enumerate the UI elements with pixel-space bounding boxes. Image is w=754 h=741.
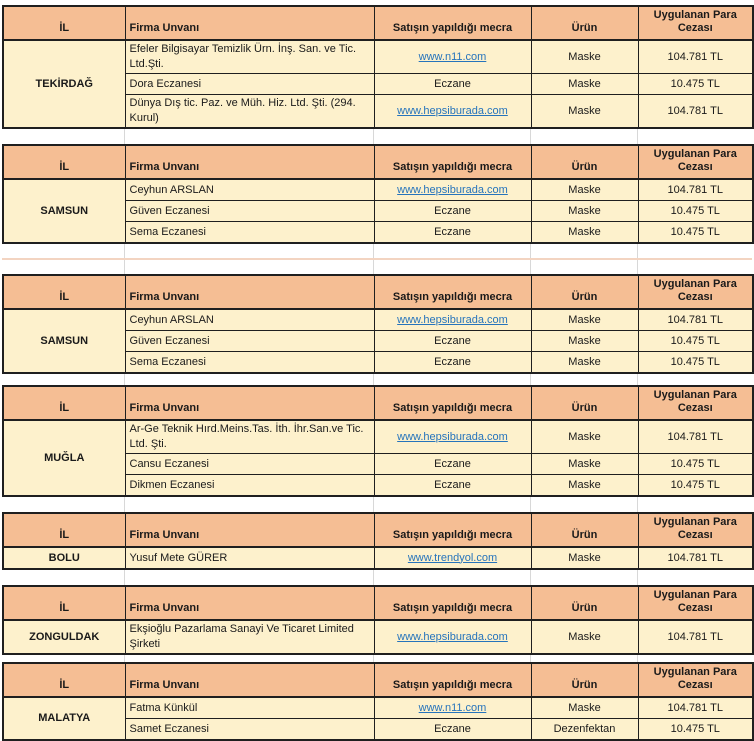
company-name-cell: Ekşioğlu Pazarlama Sanayi Ve Ticaret Limited Şirketi [125, 620, 374, 654]
sales-channel-cell: Eczane [374, 475, 531, 497]
column-header-mecra: Satışın yapıldığı mecra [374, 513, 531, 547]
province-cell: TEKİRDAĞ [3, 40, 125, 128]
company-name-cell: Güven Eczanesi [125, 331, 374, 352]
sales-channel-cell: Eczane [374, 74, 531, 95]
province-cell: SAMSUN [3, 179, 125, 243]
table-row [3, 547, 753, 569]
province-fines-table-7 [2, 662, 754, 741]
gridline [637, 374, 638, 385]
province-fines-table-6 [2, 585, 754, 655]
column-header-il: İL [3, 513, 125, 547]
column-header-mecra: Satışın yapıldığı mecra [374, 145, 531, 179]
gridline [124, 374, 125, 385]
column-header-il: İL [3, 6, 125, 40]
province-cell: MUĞLA [3, 420, 125, 496]
company-name-cell: Dikmen Eczanesi [125, 475, 374, 497]
sales-channel-link[interactable]: www.hepsiburada.com [397, 183, 508, 196]
header-row [3, 275, 753, 309]
gridline [637, 570, 638, 585]
table-row [3, 179, 753, 201]
sales-channel-cell [374, 420, 531, 454]
company-name-cell: Ar-Ge Teknik Hırd.Meins.Tas. İth. İhr.San.ve Tic. Ltd. Şti. [125, 420, 374, 454]
province-fines-table-2 [2, 144, 754, 244]
sales-channel-cell [374, 620, 531, 654]
product-cell: Maske [531, 40, 638, 74]
sales-channel-link[interactable]: www.hepsiburada.com [397, 104, 508, 117]
table-row [3, 309, 753, 331]
table-gap [2, 244, 752, 274]
table-row [3, 420, 753, 454]
sales-channel-cell [374, 697, 531, 719]
column-header-urun: Ürün [531, 275, 638, 309]
gridline [530, 570, 531, 585]
product-cell: Maske [531, 620, 638, 654]
fine-amount-cell: 104.781 TL [638, 547, 753, 569]
column-header-firma: Firma Unvanı [125, 513, 374, 547]
column-header-il: İL [3, 145, 125, 179]
fine-amount-cell: 104.781 TL [638, 420, 753, 454]
column-header-firma: Firma Unvanı [125, 145, 374, 179]
table-gap [2, 374, 752, 385]
product-cell: Maske [531, 475, 638, 497]
column-header-urun: Ürün [531, 663, 638, 697]
company-name-cell: Dora Eczanesi [125, 74, 374, 95]
sales-channel-cell: Eczane [374, 331, 531, 352]
column-header-firma: Firma Unvanı [125, 6, 374, 40]
gridline [124, 129, 125, 144]
fine-amount-cell: 10.475 TL [638, 331, 753, 352]
table-gap [2, 570, 752, 585]
sales-channel-cell: Eczane [374, 352, 531, 374]
company-name-cell: Fatma Künkül [125, 697, 374, 719]
column-header-mecra: Satışın yapıldığı mecra [374, 275, 531, 309]
gridline [637, 497, 638, 512]
sales-channel-link[interactable]: www.hepsiburada.com [397, 630, 508, 643]
header-row [3, 386, 753, 420]
product-cell: Maske [531, 420, 638, 454]
column-header-il: İL [3, 586, 125, 620]
province-cell: BOLU [3, 547, 125, 569]
sales-channel-cell [374, 179, 531, 201]
gridline [530, 129, 531, 144]
table-gap [2, 655, 752, 662]
fine-amount-cell: 104.781 TL [638, 309, 753, 331]
column-header-urun: Ürün [531, 145, 638, 179]
product-cell: Maske [531, 201, 638, 222]
header-row [3, 663, 753, 697]
header-row [3, 145, 753, 179]
company-name-cell: Ceyhun ARSLAN [125, 179, 374, 201]
gridline [530, 497, 531, 512]
header-row [3, 513, 753, 547]
province-cell: ZONGULDAK [3, 620, 125, 654]
province-fines-table-3 [2, 274, 754, 374]
column-header-urun: Ürün [531, 6, 638, 40]
column-header-urun: Ürün [531, 386, 638, 420]
column-header-firma: Firma Unvanı [125, 386, 374, 420]
sales-channel-link[interactable]: www.hepsiburada.com [397, 430, 508, 443]
column-header-ceza: Uygulanan Para Cezası [638, 145, 753, 179]
fine-amount-cell: 104.781 TL [638, 95, 753, 129]
column-header-mecra: Satışın yapıldığı mecra [374, 6, 531, 40]
gridline [373, 129, 374, 144]
product-cell: Maske [531, 331, 638, 352]
column-header-firma: Firma Unvanı [125, 663, 374, 697]
company-name-cell: Cansu Eczanesi [125, 454, 374, 475]
gridline [124, 570, 125, 585]
sales-channel-cell: Eczane [374, 719, 531, 741]
province-fines-table-5 [2, 512, 754, 570]
province-fines-table-4 [2, 385, 754, 497]
gridline [530, 374, 531, 385]
fine-amount-cell: 10.475 TL [638, 222, 753, 244]
table-gap [2, 497, 752, 512]
fine-amount-cell: 10.475 TL [638, 352, 753, 374]
column-header-ceza: Uygulanan Para Cezası [638, 663, 753, 697]
gridline [373, 374, 374, 385]
sales-channel-link[interactable]: www.trendyol.com [407, 551, 498, 564]
header-row [3, 6, 753, 40]
gridline [373, 570, 374, 585]
column-header-mecra: Satışın yapıldığı mecra [374, 586, 531, 620]
company-name-cell: Yusuf Mete GÜRER [125, 547, 374, 569]
column-header-ceza: Uygulanan Para Cezası [638, 586, 753, 620]
column-header-ceza: Uygulanan Para Cezası [638, 386, 753, 420]
gridline [124, 655, 125, 662]
column-header-ceza: Uygulanan Para Cezası [638, 6, 753, 40]
fine-amount-cell: 10.475 TL [638, 719, 753, 741]
fine-amount-cell: 10.475 TL [638, 454, 753, 475]
product-cell: Maske [531, 222, 638, 244]
sales-channel-cell [374, 95, 531, 129]
fine-amount-cell: 104.781 TL [638, 697, 753, 719]
product-cell: Dezenfektan [531, 719, 638, 741]
product-cell: Maske [531, 95, 638, 129]
column-header-il: İL [3, 386, 125, 420]
product-cell: Maske [531, 74, 638, 95]
column-header-firma: Firma Unvanı [125, 275, 374, 309]
fine-amount-cell: 104.781 TL [638, 620, 753, 654]
sales-channel-cell [374, 547, 531, 569]
company-name-cell: Samet Eczanesi [125, 719, 374, 741]
header-row [3, 586, 753, 620]
product-cell: Maske [531, 309, 638, 331]
table-row [3, 40, 753, 74]
sales-channel-cell [374, 40, 531, 74]
fine-amount-cell: 104.781 TL [638, 40, 753, 74]
product-cell: Maske [531, 352, 638, 374]
sales-channel-link[interactable]: www.n11.com [418, 701, 487, 714]
gridline [637, 129, 638, 144]
product-cell: Maske [531, 547, 638, 569]
column-header-mecra: Satışın yapıldığı mecra [374, 386, 531, 420]
sales-channel-cell [374, 309, 531, 331]
gridline [124, 497, 125, 512]
sales-channel-cell: Eczane [374, 201, 531, 222]
gridline [373, 497, 374, 512]
province-cell: SAMSUN [3, 309, 125, 373]
sales-channel-link[interactable]: www.n11.com [418, 50, 487, 63]
column-header-il: İL [3, 275, 125, 309]
column-header-il: İL [3, 663, 125, 697]
column-header-urun: Ürün [531, 586, 638, 620]
company-name-cell: Sema Eczanesi [125, 222, 374, 244]
product-cell: Maske [531, 179, 638, 201]
column-header-ceza: Uygulanan Para Cezası [638, 513, 753, 547]
column-header-urun: Ürün [531, 513, 638, 547]
sales-channel-link[interactable]: www.hepsiburada.com [397, 313, 508, 326]
column-header-firma: Firma Unvanı [125, 586, 374, 620]
sales-channel-cell: Eczane [374, 454, 531, 475]
province-fines-table-1 [2, 5, 754, 129]
gridline [373, 655, 374, 662]
column-header-ceza: Uygulanan Para Cezası [638, 275, 753, 309]
table-row [3, 620, 753, 654]
column-header-mecra: Satışın yapıldığı mecra [374, 663, 531, 697]
gridline [530, 655, 531, 662]
fine-amount-cell: 10.475 TL [638, 74, 753, 95]
company-name-cell: Ceyhun ARSLAN [125, 309, 374, 331]
fine-amount-cell: 104.781 TL [638, 179, 753, 201]
company-name-cell: Güven Eczanesi [125, 201, 374, 222]
product-cell: Maske [531, 454, 638, 475]
table-gap [2, 129, 752, 144]
fine-amount-cell: 10.475 TL [638, 475, 753, 497]
company-name-cell: Sema Eczanesi [125, 352, 374, 374]
sales-channel-cell: Eczane [374, 222, 531, 244]
product-cell: Maske [531, 697, 638, 719]
fine-amount-cell: 10.475 TL [638, 201, 753, 222]
table-row [3, 697, 753, 719]
province-cell: MALATYA [3, 697, 125, 740]
company-name-cell: Efeler Bilgisayar Temizlik Ürn. İnş. San. ve Tic. Ltd.Şti. [125, 40, 374, 74]
faint-row-divider [2, 258, 752, 260]
gridline [637, 655, 638, 662]
company-name-cell: Dünya Dış tic. Paz. ve Müh. Hiz. Ltd. Şti. (294. Kurul) [125, 95, 374, 129]
